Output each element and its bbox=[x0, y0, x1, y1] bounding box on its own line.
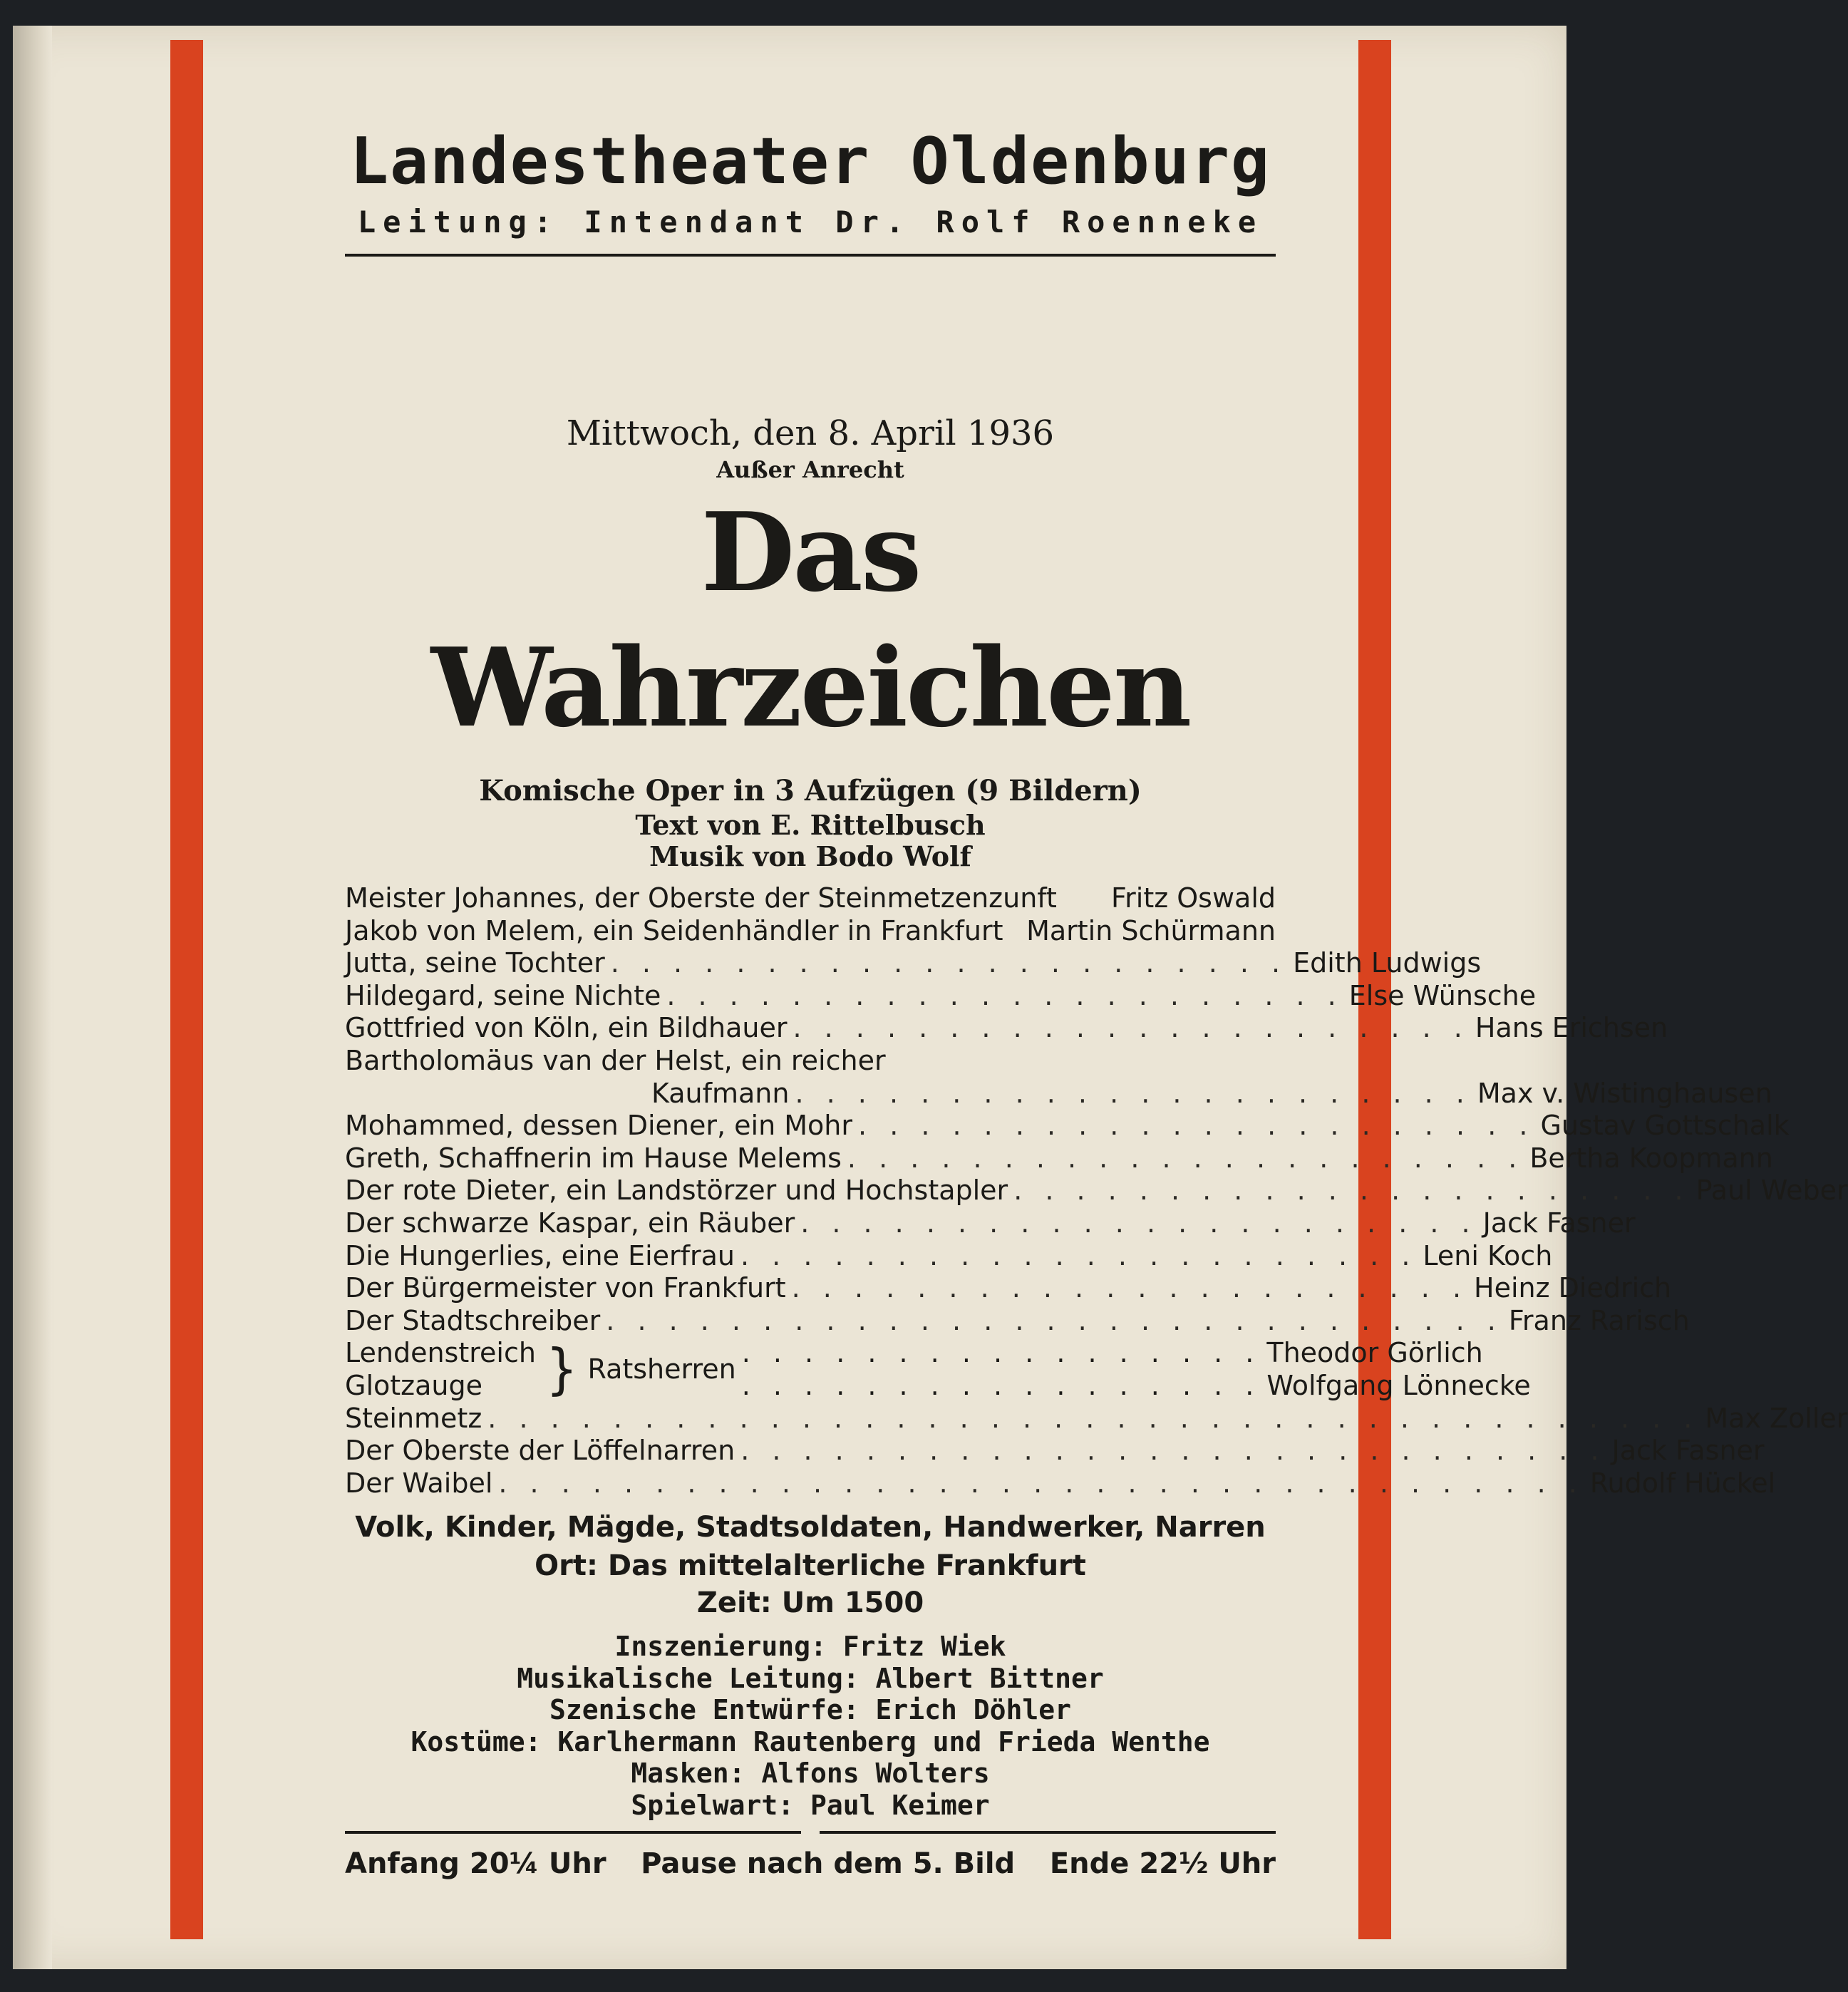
staff-line-scenic-design: Szenische Entwürfe: Erich Döhler bbox=[549, 1694, 1072, 1726]
cast-row bbox=[345, 882, 1276, 915]
bottom-rule-left bbox=[345, 1831, 801, 1834]
leader-dots: . . . . . . . . . . . . . . . . . . . . . . bbox=[858, 1110, 1535, 1142]
opera-title: Das Wahrzeichen bbox=[430, 488, 1190, 751]
cast-role: Die Hungerlies, eine Eierfrau bbox=[345, 1239, 735, 1271]
staff-line-musical-direction: Musikalische Leitung: Albert Bittner bbox=[517, 1662, 1104, 1694]
cast-row bbox=[345, 979, 1537, 1013]
leader-dots: . . . . . . . . . . . . . . . . . . . . . . bbox=[740, 1239, 1418, 1271]
cast-role: Steinmetz bbox=[345, 1402, 482, 1434]
performance-date: Mittwoch, den 8. April 1936 bbox=[566, 413, 1055, 453]
leader-dots: . . . . . . . . . . . . . . . . . . . . . . bbox=[1013, 1175, 1690, 1207]
cast-role: Der schwarze Kaspar, ein Räuber bbox=[345, 1207, 795, 1239]
cast-actor: Max Zoller bbox=[1705, 1402, 1848, 1434]
subscription-note: Außer Anrecht bbox=[716, 456, 904, 483]
leader-dots: . . . . . . . . . . . . . . . . . . . . . . . . . . . . . bbox=[606, 1304, 1503, 1336]
cast-actor: Theodor Görlich bbox=[1266, 1337, 1483, 1369]
setting-time: Zeit: Um 1500 bbox=[696, 1586, 924, 1620]
cast-row bbox=[345, 1402, 1848, 1435]
cast-role: Jutta, seine Tochter bbox=[345, 947, 605, 979]
performance-times bbox=[345, 1847, 1276, 1881]
leader-dots: . . . . . . . . . . . . . . . . . . . . . . bbox=[610, 947, 1288, 979]
cast-actor: Wolfgang Lönnecke bbox=[1266, 1369, 1531, 1401]
cast-role: Hildegard, seine Nichte bbox=[345, 979, 661, 1011]
book-spine-shadow bbox=[13, 26, 52, 1969]
theater-direction: Leitung: Intendant Dr. Rolf Roenneke bbox=[357, 205, 1264, 239]
leader-dots: . . . . . . . . . . . . . . . . . . . . . . bbox=[666, 979, 1343, 1011]
bottom-rule-gap bbox=[801, 1831, 820, 1834]
pause-note: Pause nach dem 5. Bild bbox=[641, 1847, 1016, 1881]
councillor-role: Glotzauge bbox=[345, 1369, 482, 1401]
header-rule bbox=[345, 254, 1276, 257]
cast-role: Gottfried von Köln, ein Bildhauer bbox=[345, 1012, 788, 1044]
cast-actor: Fritz Oswald bbox=[1111, 882, 1276, 914]
bottom-rule-right bbox=[820, 1831, 1276, 1834]
leader-dots: . . . . . . . . . . . . . . . . . . . . . . . . . . . . . . . . . . . . . . . bbox=[487, 1402, 1700, 1434]
cast-actor: Max v. Wistinghausen bbox=[1477, 1077, 1772, 1109]
cast-row bbox=[345, 947, 1482, 980]
cast-row bbox=[345, 1207, 1636, 1240]
music-credit: Musik von Bodo Wolf bbox=[649, 840, 971, 872]
leader-dots: . . . . . . . . . . . . . . . . . . . . . . . . . . . . bbox=[740, 1435, 1606, 1467]
leader-dots: . . . . . . . . . . . . . . . . . . . . . . bbox=[800, 1207, 1477, 1239]
leader-dots: . . . . . . . . . . . . . . . . . . . . . . bbox=[793, 1012, 1470, 1044]
cast-actor: Rudolf Hückel bbox=[1589, 1467, 1776, 1499]
cast-row bbox=[345, 1435, 1765, 1467]
cast-row bbox=[345, 1175, 1848, 1207]
extras-line: Volk, Kinder, Mägde, Stadtsoldaten, Handwerker, Narren bbox=[355, 1511, 1266, 1544]
staff-line-masks: Masken: Alfons Wolters bbox=[631, 1758, 990, 1790]
councillor-line bbox=[736, 1369, 1531, 1403]
setting-place: Ort: Das mittelalterliche Frankfurt bbox=[535, 1549, 1086, 1583]
cast-role: Der Waibel bbox=[345, 1467, 493, 1499]
staff-line-stage-manager: Spielwart: Paul Keimer bbox=[631, 1789, 990, 1821]
cast-actor: Paul Weber bbox=[1695, 1175, 1848, 1207]
cast-role: Der Oberste der Löffelnarren bbox=[345, 1435, 735, 1467]
cast-role: Der Bürgermeister von Frankfurt bbox=[345, 1272, 786, 1304]
councillor-actors bbox=[736, 1337, 1531, 1402]
program-content bbox=[345, 54, 1848, 1881]
start-time: Anfang 20¼ Uhr bbox=[345, 1847, 606, 1881]
cast-role: Kaufmann bbox=[651, 1077, 790, 1109]
cast-row bbox=[345, 1304, 1690, 1338]
cast-actor: Jack Fasner bbox=[1482, 1207, 1636, 1239]
leader-dots: . . . . . . . . . . . . . . . . . bbox=[741, 1369, 1261, 1401]
cast-row bbox=[345, 1045, 1276, 1078]
leader-dots: . . . . . . . . . . . . . . . . . . . . . . . . . . . . . . . . . . . bbox=[498, 1467, 1584, 1499]
staff-line-staging: Inszenierung: Fritz Wiek bbox=[614, 1631, 1006, 1663]
cast-role: Der Stadtschreiber bbox=[345, 1304, 601, 1336]
production-staff bbox=[345, 1631, 1276, 1821]
left-red-stripe bbox=[170, 40, 203, 1939]
cast-role: Der rote Dieter, ein Landstörzer und Hochstapler bbox=[345, 1175, 1008, 1207]
cast-row bbox=[345, 1110, 1790, 1142]
cast-role: Jakob von Melem, ein Seidenhändler in Frankfurt bbox=[345, 914, 1003, 946]
cast-actor: Gustav Gottschalk bbox=[1540, 1110, 1790, 1142]
cast-actor: Jack Fasner bbox=[1611, 1435, 1765, 1467]
cast-actor: Leni Koch bbox=[1423, 1239, 1553, 1271]
cast-row bbox=[345, 1467, 1776, 1500]
cast-row bbox=[345, 915, 1276, 948]
councillor-names bbox=[345, 1337, 536, 1402]
leader-dots: . . . . . . . . . . . . . . . . . . . . . . bbox=[795, 1077, 1472, 1109]
cast-row-continuation bbox=[345, 1077, 1772, 1110]
cast-actor: Martin Schürmann bbox=[1026, 914, 1276, 946]
theater-name: Landestheater Oldenburg bbox=[349, 124, 1271, 199]
councillors-group bbox=[345, 1337, 1531, 1402]
bottom-rule bbox=[345, 1831, 1276, 1834]
leader-dots: . . . . . . . . . . . . . . . . . . . . . . bbox=[847, 1142, 1524, 1174]
cast-list bbox=[345, 882, 1848, 1500]
text-credit: Text von E. Rittelbusch bbox=[635, 809, 986, 841]
cast-row bbox=[345, 1142, 1773, 1175]
cast-row bbox=[345, 1239, 1553, 1273]
staff-line-costumes: Kostüme: Karlhermann Rautenberg und Frieda Wenthe bbox=[411, 1725, 1210, 1758]
councillor-role: Lendenstreich bbox=[345, 1337, 536, 1369]
cast-row bbox=[345, 1272, 1672, 1305]
cast-row bbox=[345, 1012, 1668, 1045]
cast-role: Bartholomäus van der Helst, ein reicher bbox=[345, 1044, 886, 1076]
leader-dots: . . . . . . . . . . . . . . . . . bbox=[741, 1337, 1261, 1369]
leader-dots: . . . . . . . . . . . . . . . . . . . . . . bbox=[791, 1272, 1469, 1304]
end-time: Ende 22½ Uhr bbox=[1049, 1847, 1276, 1881]
cast-actor: Edith Ludwigs bbox=[1293, 947, 1482, 979]
councillors-title: Ratsherren bbox=[587, 1353, 736, 1385]
opera-genre: Komische Oper in 3 Aufzügen (9 Bildern) bbox=[479, 774, 1142, 807]
cast-role: Greth, Schaffnerin im Hause Melems bbox=[345, 1142, 842, 1174]
cast-actor: Heinz Diedrich bbox=[1474, 1272, 1672, 1304]
councillor-line bbox=[736, 1337, 1483, 1370]
cast-role: Mohammed, dessen Diener, ein Mohr bbox=[345, 1110, 853, 1142]
program-page bbox=[13, 26, 1848, 1969]
cast-actor: Franz Rarisch bbox=[1508, 1304, 1690, 1336]
cast-actor: Else Wünsche bbox=[1348, 979, 1537, 1011]
cast-role: Meister Johannes, der Oberste der Steinmetzenzunft bbox=[345, 882, 1057, 914]
brace-icon: } bbox=[545, 1337, 578, 1402]
cast-actor: Hans Erichsen bbox=[1475, 1012, 1668, 1044]
cast-actor: Bertha Koopmann bbox=[1529, 1142, 1773, 1174]
